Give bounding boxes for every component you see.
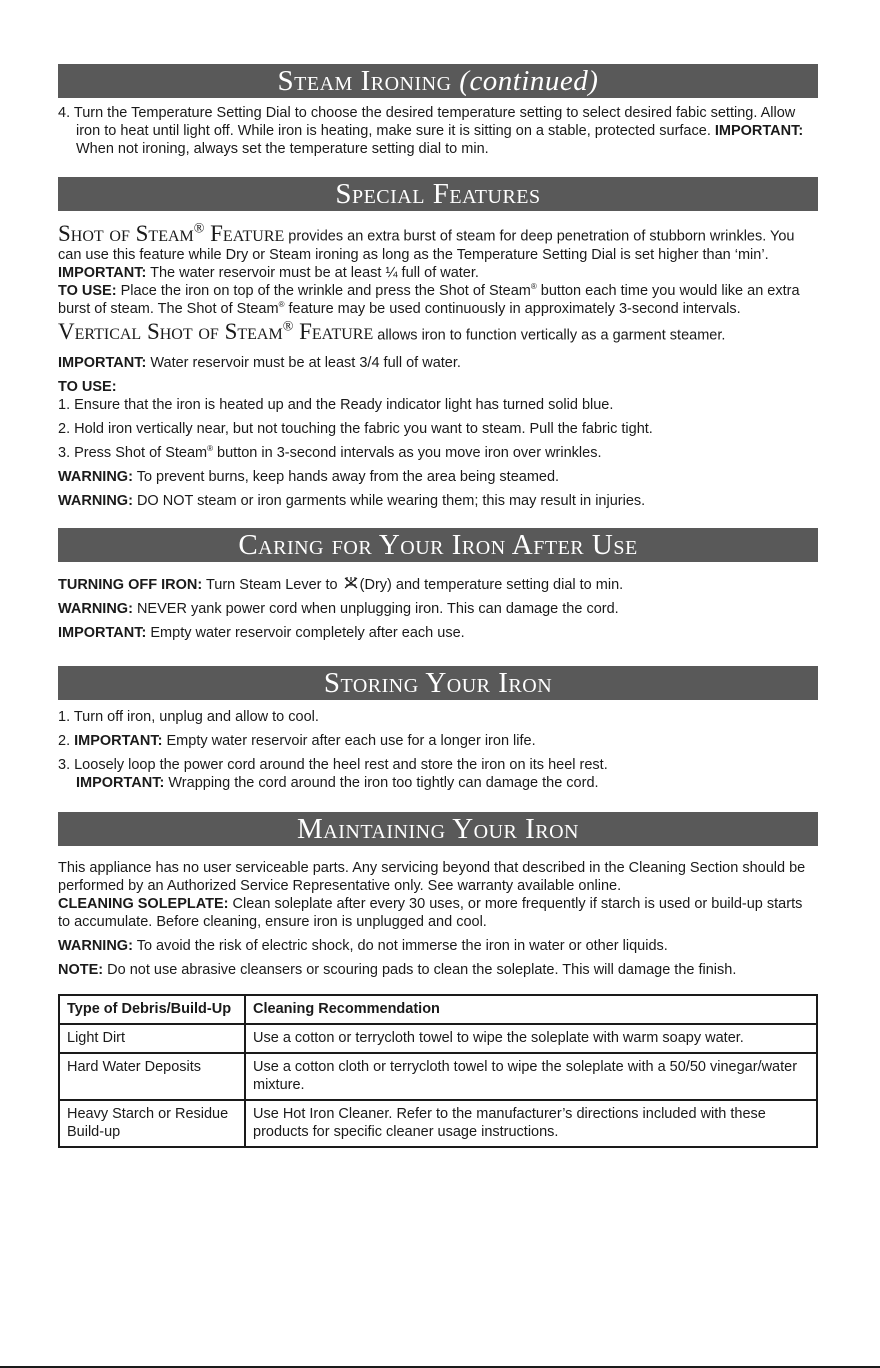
feature-title-text: Shot of Steam bbox=[58, 220, 194, 246]
step-text: button in 3-second intervals as you move iron over wrinkles. bbox=[217, 445, 602, 462]
step-text: When not ironing, always set the temperature setting dial to min. bbox=[76, 141, 489, 157]
table-row bbox=[59, 1024, 817, 1053]
important-label: IMPORTANT: bbox=[58, 625, 147, 642]
section-banner-maintaining bbox=[58, 812, 818, 846]
banner-title: Maintaining Your Iron bbox=[296, 813, 580, 846]
important-label: IMPORTANT: bbox=[58, 355, 147, 372]
to-use-text: feature may be used continuously in approximately 3-second intervals. bbox=[288, 300, 741, 317]
feature-description: allows iron to function vertically as a garment steamer. bbox=[377, 327, 726, 344]
note-text: Do not use abrasive cleansers or scouring pads to clean the soleplate. This will damage the finish. bbox=[107, 962, 737, 979]
section-banner-caring bbox=[58, 528, 818, 562]
table-row bbox=[59, 1100, 817, 1147]
storing-step-2 bbox=[58, 732, 818, 750]
table-cell: Use Hot Iron Cleaner. Refer to the manufacturer’s directions included with these products for specific cleaner usage instructions. bbox=[245, 1100, 817, 1147]
section-banner-steam-ironing bbox=[58, 64, 818, 98]
vertical-step-2: 2. Hold iron vertically near, but not touching the fabric you want to steam. Pull the fabric tight. bbox=[58, 421, 653, 438]
registered-mark: ® bbox=[278, 299, 285, 309]
banner-subtitle: (continued) bbox=[459, 65, 599, 97]
turning-off-label: TURNING OFF IRON: bbox=[58, 577, 203, 594]
cleaning-table bbox=[58, 994, 818, 1148]
feature-description: provides an extra burst of steam for deep penetration of stubborn wrinkles. You can use this feature while Dry or Steam ironing as long as the Temperature Setting Dial is set higher than ‘min’. bbox=[58, 228, 795, 263]
table-cell: Use a cotton cloth or terrycloth towel to wipe the soleplate with a 50/50 vinegar/water mixture. bbox=[245, 1053, 817, 1100]
banner-title: Caring for Your Iron After Use bbox=[238, 529, 638, 562]
shot-of-steam-paragraph bbox=[58, 220, 818, 282]
vertical-to-use-label bbox=[58, 378, 818, 396]
important-text: Water reservoir must be at least 3/4 full of water. bbox=[150, 355, 461, 372]
important-label: IMPORTANT: bbox=[74, 733, 163, 750]
storing-step-3-important bbox=[58, 774, 818, 792]
warning-label: WARNING: bbox=[58, 493, 133, 510]
vertical-step-1: 1. Ensure that the iron is heated up and the Ready indicator light has turned solid blue. bbox=[58, 397, 614, 414]
registered-mark: ® bbox=[282, 319, 294, 335]
important-label: IMPORTANT: bbox=[714, 123, 804, 139]
table-header-cell bbox=[245, 995, 817, 1024]
vertical-important bbox=[58, 354, 818, 372]
to-use-label: TO USE: bbox=[58, 379, 117, 396]
maintaining-intro: This appliance has no user serviceable parts. Any servicing beyond that described in the Cleaning Section should be performed by an Authorized Service Representative only. See warranty available online. bbox=[58, 860, 806, 895]
registered-mark: ® bbox=[530, 281, 537, 291]
caring-warning bbox=[58, 600, 818, 618]
header-text: Type of Debris/Build-Up bbox=[67, 1001, 232, 1018]
warning-burns bbox=[58, 468, 818, 486]
step-text: Empty water reservoir after each use for a longer iron life. bbox=[166, 733, 536, 750]
banner-title: Storing Your Iron bbox=[323, 667, 553, 700]
caring-important bbox=[58, 624, 818, 642]
step-4 bbox=[58, 104, 818, 158]
maintaining-note bbox=[58, 961, 818, 979]
header-text: Cleaning Recommendation bbox=[253, 1001, 440, 1018]
warning-label: WARNING: bbox=[58, 469, 133, 486]
to-use-label: TO USE: bbox=[58, 282, 117, 299]
step-text: Turn the Temperature Setting Dial to choose the desired temperature setting to select desired fabic setting. Allow iron to heat until light off. While iron is heating, make sure it is sitting on a stable, protected surface. bbox=[73, 105, 796, 139]
to-use-text: button each time you would like an extra burst of steam. The Shot of Steam bbox=[58, 282, 800, 317]
feature-title bbox=[58, 319, 373, 344]
table-header-row bbox=[59, 995, 817, 1024]
registered-mark: ® bbox=[193, 221, 205, 236]
banner-title: Special Features bbox=[335, 178, 541, 210]
turning-off-text: Turn Steam Lever to bbox=[205, 577, 338, 594]
warning-label: WARNING: bbox=[58, 601, 133, 618]
important-label: IMPORTANT: bbox=[58, 264, 147, 281]
step-text: 3. Press Shot of Steam bbox=[58, 445, 208, 462]
turning-off-iron bbox=[58, 576, 818, 594]
feature-title-text: Feature bbox=[299, 319, 374, 345]
step-number: 2. bbox=[58, 733, 71, 750]
feature-title-text: Feature bbox=[210, 220, 285, 246]
table-header-cell bbox=[59, 995, 245, 1024]
table-cell: Hard Water Deposits bbox=[59, 1053, 245, 1100]
warning-text: NEVER yank power cord when unplugging iron. This can damage the cord. bbox=[136, 601, 619, 618]
registered-mark: ® bbox=[207, 444, 214, 454]
important-label: IMPORTANT: bbox=[76, 775, 165, 792]
feature-title bbox=[58, 221, 284, 246]
cleaning-label: CLEANING SOLEPLATE: bbox=[58, 896, 229, 913]
section-banner-special-features bbox=[58, 177, 818, 211]
dry-steam-off-icon bbox=[342, 576, 360, 590]
table-cell: Heavy Starch or Residue Build-up bbox=[59, 1100, 245, 1147]
important-text: Empty water reservoir completely after each use. bbox=[150, 625, 465, 642]
warning-label: WARNING: bbox=[58, 938, 133, 955]
warning-garments bbox=[58, 492, 818, 510]
important-text: Wrapping the cord around the iron too tightly can damage the cord. bbox=[168, 775, 599, 792]
storing-step-1: 1. Turn off iron, unplug and allow to cool. bbox=[58, 709, 319, 726]
storing-step-3: 3. Loosely loop the power cord around the heel rest and store the iron on its heel rest. bbox=[58, 757, 608, 774]
banner-title: Steam Ironing bbox=[277, 65, 452, 97]
feature-title-text: Vertical Shot of Steam bbox=[58, 319, 283, 345]
section-banner-storing bbox=[58, 666, 818, 700]
note-label: NOTE: bbox=[58, 962, 104, 979]
turning-off-text: (Dry) and temperature setting dial to min. bbox=[359, 577, 624, 594]
cleaning-text: Clean soleplate after every 30 uses, or more frequently if starch is used or build-up starts to accumulate. Before cleaning, ensure iron is unplugged and cool. bbox=[58, 896, 803, 931]
shot-to-use-paragraph bbox=[58, 282, 818, 318]
table-cell: Light Dirt bbox=[59, 1024, 245, 1053]
manual-page bbox=[58, 64, 818, 1148]
table-row bbox=[59, 1053, 817, 1100]
table-cell: Use a cotton or terrycloth towel to wipe the soleplate with warm soapy water. bbox=[245, 1024, 817, 1053]
warning-text: DO NOT steam or iron garments while wearing them; this may result in injuries. bbox=[136, 493, 646, 510]
important-text: The water reservoir must be at least ¼ full of water. bbox=[150, 264, 479, 281]
warning-text: To avoid the risk of electric shock, do not immerse the iron in water or other liquids. bbox=[136, 938, 668, 955]
cleaning-soleplate bbox=[58, 895, 818, 931]
warning-text: To prevent burns, keep hands away from the area being steamed. bbox=[136, 469, 560, 486]
step-number: 4. bbox=[58, 105, 71, 121]
to-use-text: Place the iron on top of the wrinkle and press the Shot of Steam bbox=[120, 282, 531, 299]
vertical-step-3 bbox=[58, 444, 818, 462]
vertical-shot-paragraph bbox=[58, 319, 818, 345]
maintaining-warning bbox=[58, 937, 818, 955]
